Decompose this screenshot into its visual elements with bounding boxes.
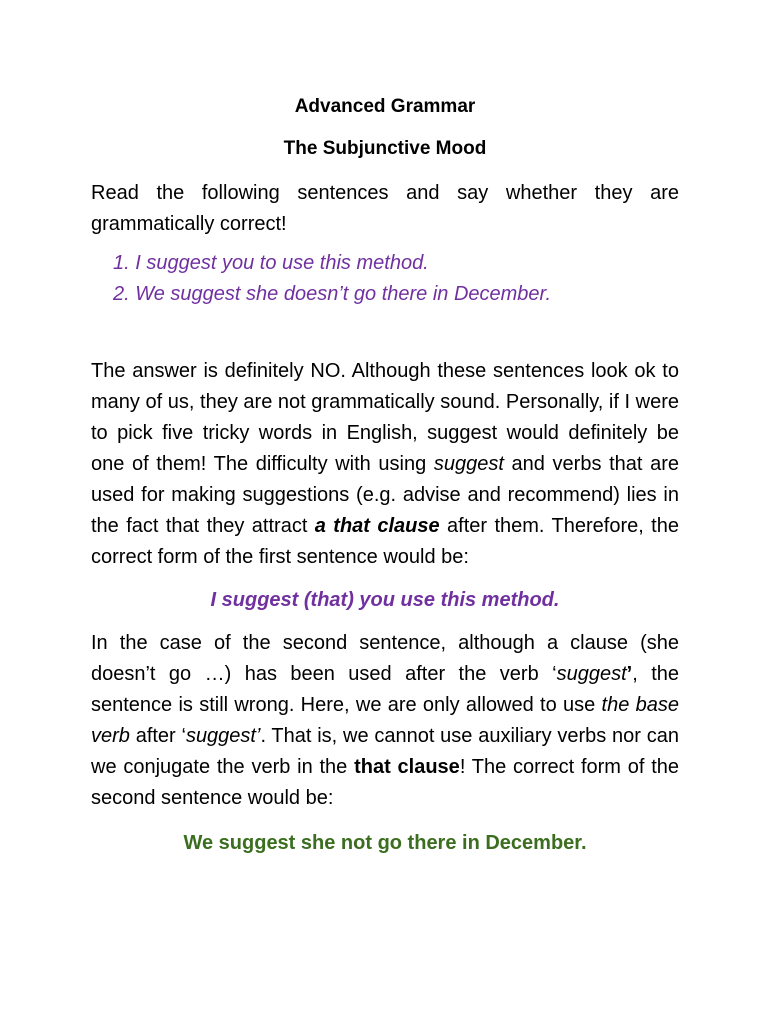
para2-text-1: In the case of the second sentence, although a clause (she doesn’t go …) has been used after the verb ‘ [91,632,679,685]
para2-text-2: , the sentence is still wrong. Here, we are only allowed to use [91,663,679,716]
example-sentence-2: 2. We suggest she doesn’t go there in December. [113,283,552,305]
para1-italic-suggest: suggest [433,453,504,475]
para1-bold-italic-that-clause: a that clause [314,515,440,537]
para2-bold-that-clause: that clause [354,756,460,778]
explanation-paragraph-2 [91,628,679,814]
example-sentences-list [113,248,679,310]
para2-italic-base-verb: the base verb [91,694,679,747]
document-subtitle: The Subjunctive Mood [283,138,487,159]
corrected-sentence-1: I suggest (that) you use this method. [210,589,560,611]
para1-text-3: after them. Therefore, the correct form of the first sentence would be: [91,515,679,568]
document-title: Advanced Grammar [294,96,476,117]
para2-italic-suggest-2: suggest’ [185,725,261,747]
para1-text-1: The answer is definitely NO. Although these sentences look ok to many of us, they are not grammatically sound. Personally, if I were to pick five tricky words in English, suggest would definitely be one of them! The difficulty with using [91,360,679,475]
para2-text-4: . That is, we cannot use auxiliary verbs nor can we conjugate the verb in the [91,725,679,778]
corrected-sentence-2: We suggest she not go there in December. [183,832,587,854]
intro-paragraph: Read the following sentences and say whether they are grammatically correct! [91,182,679,235]
explanation-paragraph-1 [91,356,679,573]
para2-text-5: ! The correct form of the second sentence would be: [91,756,679,809]
example-sentence-1: 1. I suggest you to use this method. [113,252,429,274]
document-page [91,92,679,859]
para2-italic-suggest: suggest [556,663,627,685]
para2-bold-quote: ’ [626,663,633,685]
para1-text-2: and verbs that are used for making suggestions (e.g. advise and recommend) lies in the fact that they attract [91,453,679,537]
para2-text-3: after ‘ [129,725,186,747]
